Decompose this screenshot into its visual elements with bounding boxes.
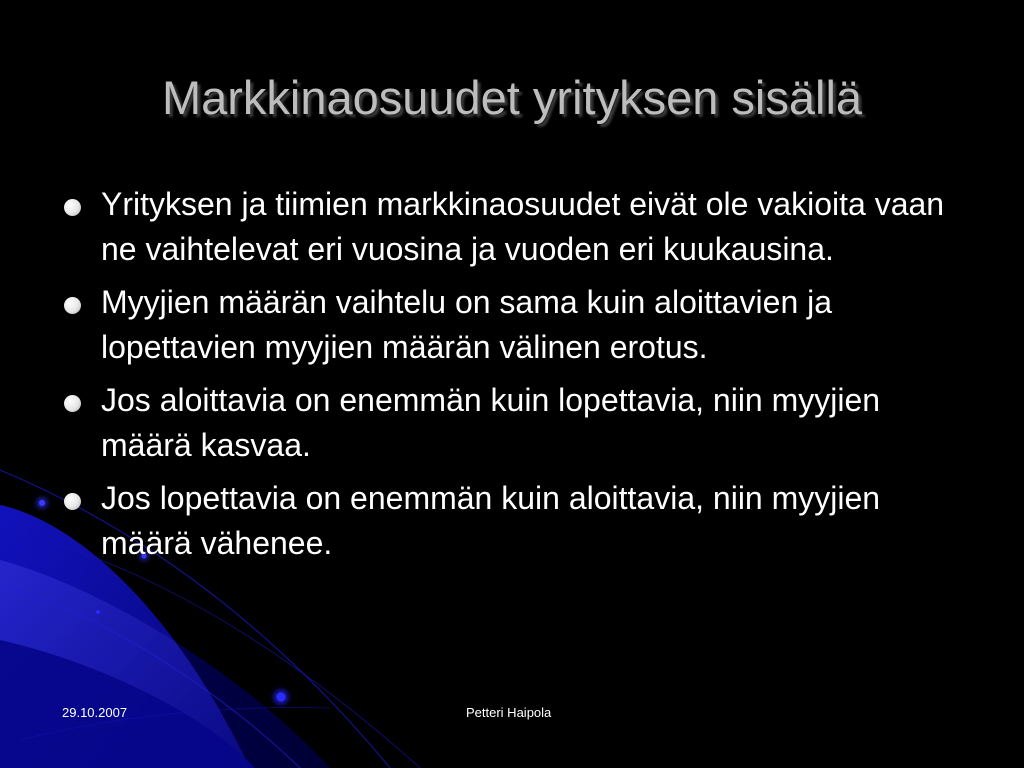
bullet-dot-icon	[64, 199, 81, 216]
bullet-item	[62, 182, 962, 272]
footer-date: 29.10.2007	[62, 705, 128, 720]
bullet-dot-icon	[64, 493, 81, 510]
bullet-item	[62, 378, 962, 468]
bullet-text: Myyjien määrän vaihtelu on sama kuin aloittavien ja lopettavien myyjien määrän välinen erotus.	[101, 284, 833, 365]
footer-author: Petteri Haipola	[466, 705, 552, 720]
bullet-text: Yrityksen ja tiimien markkinaosuudet eivät ole vakioita vaan ne vaihtelevat eri vuosina ja vuoden eri kuukausina.	[101, 186, 945, 267]
bullet-dot-icon	[64, 297, 81, 314]
bullet-dot-icon	[64, 395, 81, 412]
slide-title: Markkinaosuudet yrityksen sisällä	[161, 71, 863, 124]
bullet-text: Jos lopettavia on enemmän kuin aloittavia, niin myyjien määrä vähenee.	[101, 480, 881, 561]
bullet-list	[62, 182, 962, 574]
bullet-item	[62, 476, 962, 566]
bullet-item	[62, 280, 962, 370]
bullet-text: Jos aloittavia on enemmän kuin lopettavia, niin myyjien määrä kasvaa.	[101, 382, 881, 463]
